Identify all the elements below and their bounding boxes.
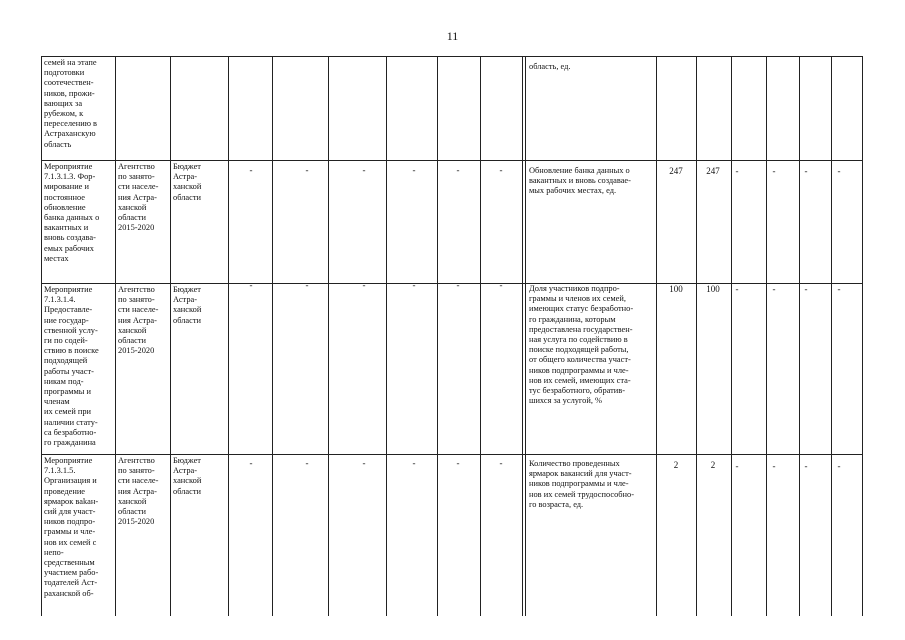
dash-cell: - — [249, 280, 253, 290]
value-cell: 2 — [673, 460, 679, 470]
grid-line — [656, 56, 657, 616]
value-cell: 100 — [669, 284, 683, 294]
row-activity: Мероприятие 7.1.3.1.5. Организация и проведение ярмарок ваkан- сий для участ- ников подпро- граммы и чле- нов их семей с непо- средственным участием рабо- тодателей Аст- раханской об- — [44, 456, 99, 598]
grid-line — [766, 56, 767, 616]
dash-cell: - — [837, 166, 841, 176]
grid-line — [41, 56, 863, 57]
row-source: Бюджет Астра- ханской области — [173, 456, 202, 496]
grid-line — [41, 56, 42, 616]
value-cell: 247 — [706, 166, 720, 176]
grid-line — [799, 56, 800, 616]
dash-cell: - — [305, 280, 309, 290]
dash-cell: - — [772, 166, 776, 176]
row-indicator: Количество проведенных ярмарок вакансий для участ- ников подпрограммы и чле- нов их семей трудоспособно- го возраста, ед. — [529, 459, 634, 509]
row-activity: Мероприятие 7.1.3.1.4. Предоставле- ние государ- ственной услу- ги по содей- ствию в поиске подходящей работы участ- никам под- программы и членам их семей при наличии стату- са безработно- го гражданина — [44, 285, 99, 448]
grid-line — [831, 56, 832, 616]
dash-cell: - — [362, 280, 366, 290]
dash-cell: - — [412, 165, 416, 175]
row-indicator: Обновление банка данных о вакантных и вновь создавае- мых рабочих местах, ед. — [529, 166, 631, 196]
plan-table — [41, 56, 863, 616]
dash-cell: - — [804, 284, 808, 294]
grid-line — [696, 56, 697, 616]
grid-line — [328, 56, 329, 616]
grid-line — [525, 56, 526, 616]
dash-cell: - — [412, 280, 416, 290]
dash-cell: - — [362, 165, 366, 175]
grid-line — [862, 56, 863, 616]
dash-cell: - — [362, 458, 366, 468]
row-indicator: Доля участников подпро- граммы и членов их семей, имеющих статус безработно- го гражданина, которым предоставлена государствен- ная услуга по содействию в поиске подходящей работы, от общего количества участ- ников подпрограммы и чле- нов их семей, имеющих ста- тус безработного, обратив- шихся за услугой, % — [529, 284, 634, 406]
row-source: Бюджет Астра- ханской области — [173, 162, 202, 202]
dash-cell: - — [456, 280, 460, 290]
dash-cell: - — [499, 165, 503, 175]
dash-cell: - — [456, 165, 460, 175]
grid-line — [731, 56, 732, 616]
continuation-activity-text: семей на этапе подготовки соотечествен- ников, прожи- вающих за рубежом, к переселению в Астраханскую область — [44, 58, 98, 149]
grid-line — [480, 56, 481, 616]
grid-line — [522, 56, 523, 616]
dash-cell: - — [456, 458, 460, 468]
value-cell: 100 — [706, 284, 720, 294]
grid-line — [170, 56, 171, 616]
dash-cell: - — [735, 461, 739, 471]
dash-cell: - — [837, 461, 841, 471]
dash-cell: - — [804, 166, 808, 176]
dash-cell: - — [305, 458, 309, 468]
grid-line — [272, 56, 273, 616]
dash-cell: - — [249, 165, 253, 175]
dash-cell: - — [804, 461, 808, 471]
dash-cell: - — [499, 458, 503, 468]
dash-cell: - — [735, 166, 739, 176]
continuation-indicator-text: область, ед. — [529, 62, 571, 71]
value-cell: 2 — [710, 460, 716, 470]
dash-cell: - — [735, 284, 739, 294]
grid-line — [41, 454, 863, 455]
value-cell: 247 — [669, 166, 683, 176]
grid-line — [41, 160, 863, 161]
grid-line — [437, 56, 438, 616]
dash-cell: - — [772, 284, 776, 294]
row-activity: Мероприятие 7.1.3.1.3. Фор- мирование и постоянное обновление банка данных о вакантных и вновь создава- емых рабочих местах — [44, 162, 100, 263]
row-source: Бюджет Астра- ханской области — [173, 285, 202, 325]
dash-cell: - — [772, 461, 776, 471]
grid-line — [115, 56, 116, 616]
dash-cell: - — [305, 165, 309, 175]
dash-cell: - — [837, 284, 841, 294]
dash-cell: - — [249, 458, 253, 468]
dash-cell: - — [412, 458, 416, 468]
row-executor: Агентство по занято- сти населе- ния Астра- ханской области 2015-2020 — [118, 456, 159, 527]
row-executor: Агентство по занято- сти населе- ния Астра- ханской области 2015-2020 — [118, 162, 159, 233]
grid-line — [228, 56, 229, 616]
grid-line — [386, 56, 387, 616]
row-executor: Агентство по занято- сти населе- ния Астра- ханской области 2015-2020 — [118, 285, 159, 356]
dash-cell: - — [499, 280, 503, 290]
page-number: 11 — [446, 29, 459, 43]
